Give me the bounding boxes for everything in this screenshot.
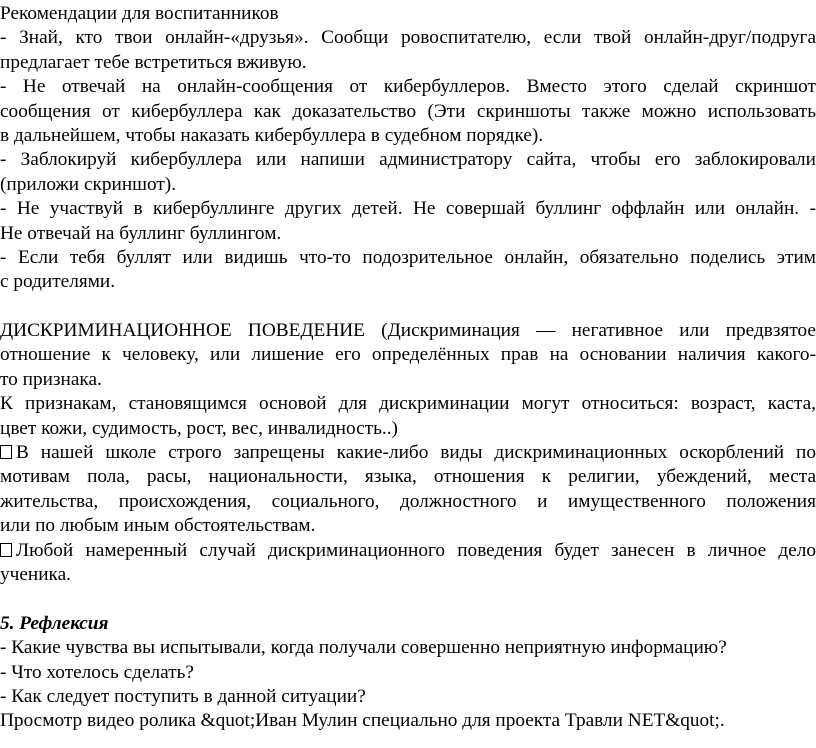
text-line: - Не участвуй в кибербуллинге других детей. Не совершай буллинг оффлайн или онлайн. - [0, 198, 816, 220]
text-line: в дальнейшем, чтобы наказать кибербуллера в судебном порядке). [0, 124, 544, 146]
text-line: - Не отвечай на онлайн-сообщения от кибербуллеров. Вместо этого сделай скриншот [0, 76, 816, 98]
text-line: сообщения от кибербуллера как доказательство (Эти скриншоты также можно использовать [0, 100, 816, 122]
blank-line [0, 295, 816, 319]
text-line: - Что хотелось сделать? [0, 661, 194, 683]
box-bullet-icon [0, 445, 12, 459]
text-line: - Как следует поступить в данной ситуации? [0, 685, 366, 707]
text-line: с родителями. [0, 271, 116, 293]
bullet-text: В нашей школе строго запрещены какие-либо виды дискриминационных оскорблений по [16, 442, 816, 464]
text-line: - Если тебя буллят или видишь что-то подозрительное онлайн, обязательно поделись этим [0, 246, 816, 268]
text-line: - Заблокируй кибербуллера или напиши администратору сайта, чтобы его заблокировали [0, 149, 816, 171]
text-line: ученика. [0, 563, 71, 585]
text-line: или по любым иным обстоятельствам. [0, 515, 316, 537]
text-line: то признака. [0, 368, 102, 390]
text-line: К признакам, становящимся основой для дискриминации могут относиться: возраст, каста, [0, 393, 816, 415]
text-line: цвет кожи, судимость, рост, вес, инвалидность..) [0, 417, 398, 439]
bullet-line [0, 539, 816, 563]
text-line: жительства, происхождения, социального, должностного и имущественного положения [0, 490, 816, 512]
bullet-text: Любой намеренный случай дискриминационного поведения будет занесен в личное дело [16, 539, 816, 561]
text-line: (приложи скриншот). [0, 173, 177, 195]
bullet-line [0, 441, 816, 465]
text-line: - Какие чувства вы испытывали, когда получали совершенно неприятную информацию? [0, 637, 727, 659]
text-line: Не отвечай на буллинг буллингом. [0, 222, 282, 244]
text-line: Просмотр видео ролика &quot;Иван Мулин специально для проекта Травли NET&quot;. [0, 710, 725, 732]
text-line: мотивам пола, расы, национальности, языка, отношения к религии, убеждений, места [0, 466, 816, 488]
section-title: Рекомендации для воспитанников [0, 3, 279, 24]
blank-line [0, 587, 816, 611]
text-line: отношение к человеку, или лишение его определённых прав на основании наличия какого- [0, 344, 816, 366]
text-line: предлагает тебе встретиться вживую. [0, 51, 307, 73]
section-heading: 5. Рефлексия [0, 612, 109, 634]
box-bullet-icon [0, 543, 12, 557]
text-line: - Знай, кто твои онлайн-«друзья». Сообщи ровоспитателю, если твой онлайн-друг/подруга [0, 27, 816, 49]
text-line: ДИСКРИМИНАЦИОННОЕ ПОВЕДЕНИЕ (Дискриминация — негативное или предвзятое [0, 320, 816, 342]
